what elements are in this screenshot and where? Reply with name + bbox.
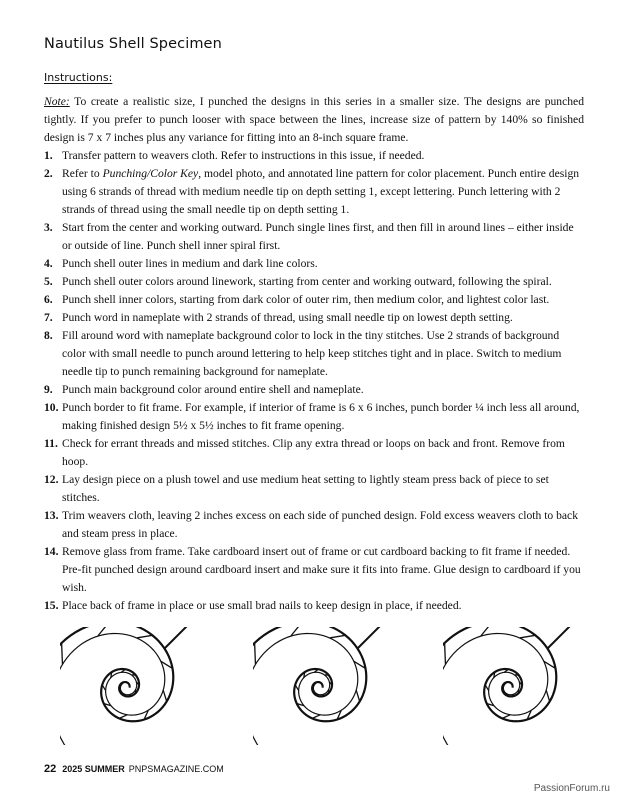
step-text: Check for errant threads and missed stitches. Clip any extra thread or loops on back and front. Remove from hoop. [62, 437, 565, 468]
step-number: 9. [44, 383, 53, 396]
step-text-emphasis: Punching/Color Key [102, 167, 199, 180]
step-1 [44, 147, 584, 165]
page-title: Nautilus Shell Specimen [44, 36, 222, 52]
step-number: 14. [44, 545, 59, 558]
step-text: Punch shell outer lines in medium and dark line colors. [62, 257, 318, 270]
steps-list [44, 147, 584, 615]
step-11 [44, 435, 584, 471]
step-text-post: , model photo, and annotated line pattern for color placement. Punch entire design using 6 strands of thread with medium needle tip on depth setting 1, except lettering. Punch lettering with 2 strands of thread using the small needle tip on depth setting 1. [62, 167, 580, 216]
step-13 [44, 507, 584, 543]
nautilus-shell-icon [443, 627, 571, 745]
step-number: 6. [44, 293, 53, 306]
step-number: 7. [44, 311, 53, 324]
step-number: 15. [44, 599, 59, 612]
step-4 [44, 255, 584, 273]
step-text: Punch shell outer colors around linework, starting from center and working outward, following the spiral. [62, 275, 552, 288]
step-8 [44, 327, 584, 381]
step-text: Start from the center and working outward. Punch single lines first, and then fill in around lines – either inside or outside of line. Punch shell inner spiral first. [62, 221, 574, 252]
page-number: 22 [44, 763, 57, 775]
instructions-body [44, 93, 584, 615]
step-number: 2. [44, 167, 53, 180]
step-text: Transfer pattern to weavers cloth. Refer to instructions in this issue, if needed. [62, 149, 425, 162]
nautilus-shell-icon [60, 627, 188, 745]
step-6 [44, 291, 584, 309]
step-number: 5. [44, 275, 53, 288]
note-text: To create a realistic size, I punched the designs in this series in a smaller size. The designs are punched tightly. If you prefer to punch looser with space between the lines, increase size of pattern by 140% so finished design is 7 x 7 inches plus any variance for fitting into an 8-inch square frame. [44, 95, 584, 144]
step-text: Lay design piece on a plush towel and use medium heat setting to lightly steam press back of piece to set stitches. [62, 473, 549, 504]
step-5 [44, 273, 584, 291]
step-3 [44, 219, 584, 255]
nautilus-shell-icon [253, 627, 381, 745]
step-number: 4. [44, 257, 53, 270]
step-number: 3. [44, 221, 53, 234]
step-text: Punch word in nameplate with 2 strands of thread, using small needle tip on lowest depth setting. [62, 311, 513, 324]
watermark: PassionForum.ru [533, 783, 610, 794]
step-9 [44, 381, 584, 399]
step-text-pre: Refer to [62, 167, 103, 180]
note-paragraph [44, 93, 584, 147]
shell-patterns [60, 627, 582, 745]
step-number: 12. [44, 473, 59, 486]
step-text: Remove glass from frame. Take cardboard insert out of frame or cut cardboard backing to fit frame if needed. Pre-fit punched design around cardboard insert and make sure it fits into frame. Glue design to cardboard if you wish. [62, 545, 581, 594]
step-text: Place back of frame in place or use small brad nails to keep design in place, if needed. [62, 599, 462, 612]
site-name: PNPSMAGAZINE.COM [128, 764, 224, 774]
issue-label: 2025 SUMMER [62, 764, 125, 774]
step-text: Punch border to fit frame. For example, if interior of frame is 6 x 6 inches, punch border ¼ inch less all around, making finished design 5½ x 5½ inches to fit frame opening. [62, 401, 580, 432]
step-text: Punch main background color around entire shell and nameplate. [62, 383, 364, 396]
step-15 [44, 597, 584, 615]
step-7 [44, 309, 584, 327]
step-2 [44, 165, 584, 219]
step-10 [44, 399, 584, 435]
step-number: 10. [44, 401, 59, 414]
step-12 [44, 471, 584, 507]
note-label: Note: [44, 95, 70, 108]
page-footer [44, 763, 224, 775]
step-number: 8. [44, 329, 53, 342]
step-text: Fill around word with nameplate background color to lock in the tiny stitches. Use 2 strands of background color with small needle to punch around lettering to help keep stitches tight and in place. Switch to medium needle tip to punch remaining background for nameplate. [62, 329, 562, 378]
instructions-heading: Instructions: [44, 71, 113, 84]
step-number: 13. [44, 509, 59, 522]
step-text: Trim weavers cloth, leaving 2 inches excess on each side of punched design. Fold excess weavers cloth to back and steam press in place. [62, 509, 578, 540]
step-number: 1. [44, 149, 53, 162]
step-number: 11. [44, 437, 58, 450]
step-14 [44, 543, 584, 597]
step-text: Punch shell inner colors, starting from dark color of outer rim, then medium color, and lightest color last. [62, 293, 550, 306]
